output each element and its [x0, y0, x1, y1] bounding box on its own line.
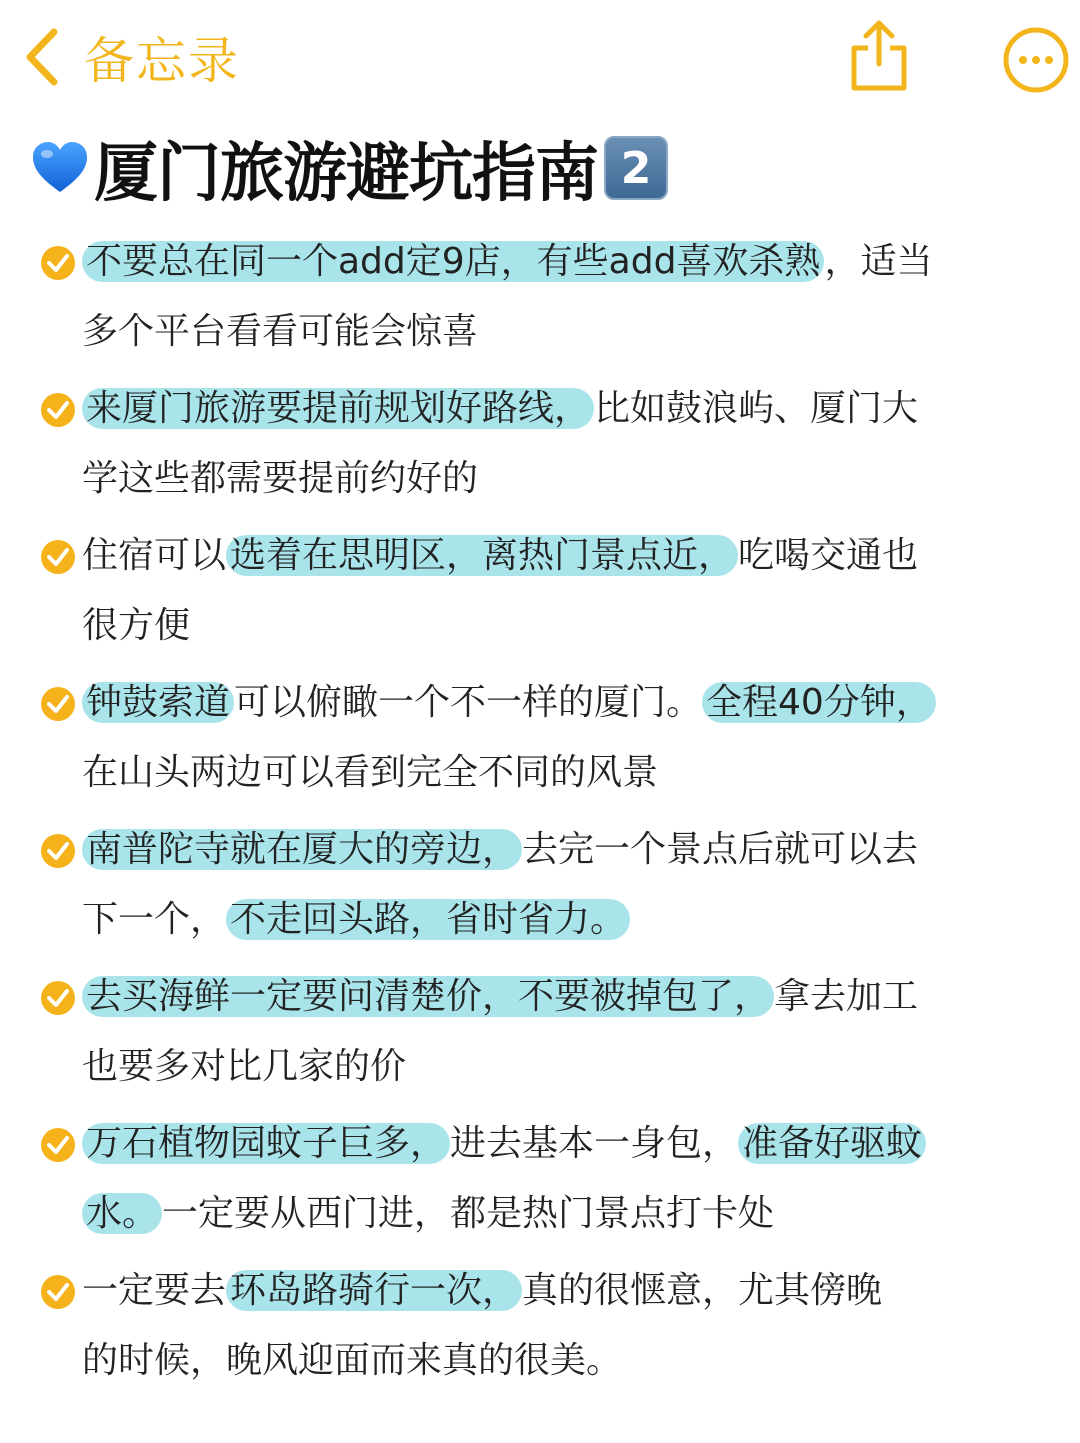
- chevron-left-icon: [22, 26, 64, 88]
- check-circle-icon: [40, 1127, 76, 1163]
- title-text: 厦门旅游避坑指南: [94, 137, 598, 211]
- tip-text: ，适当: [824, 241, 933, 282]
- blue-heart-icon: [30, 138, 90, 198]
- tip-line: [82, 307, 478, 357]
- tip-text: 的时候，晚风迎面而来真的很美。: [82, 1340, 623, 1381]
- check-circle-icon: [40, 833, 76, 869]
- highlighted-text: 不要总在同一个add定9店，有些add喜欢杀熟: [82, 241, 824, 282]
- tip-line: [82, 601, 190, 651]
- check-circle-icon: [40, 980, 76, 1016]
- tip-text: 真的很惬意，尤其傍晚: [522, 1270, 883, 1311]
- tip-line: [82, 895, 630, 945]
- check-circle-icon: [40, 1274, 76, 1310]
- tip-text: 进去基本一身包，: [450, 1123, 739, 1164]
- tip-text: 一定要从西门进，都是热门景点打卡处: [162, 1193, 775, 1234]
- check-circle-icon: [40, 392, 76, 428]
- tip-text: 一定要去: [82, 1270, 227, 1311]
- tip-text: 下一个，: [82, 899, 227, 940]
- tip-line: [82, 1042, 406, 1092]
- nav-bar: [0, 0, 1080, 115]
- tip-line: [82, 1189, 774, 1239]
- highlighted-text: 不走回头路，省时省力。: [226, 899, 630, 940]
- tip-line: [82, 384, 918, 434]
- tip-line: [82, 531, 918, 581]
- tip-text: 也要多对比几家的价: [82, 1046, 407, 1087]
- tip-text: 拿去加工: [774, 976, 919, 1017]
- tip-line: [82, 825, 918, 875]
- tip-text: 比如鼓浪屿、厦门大: [594, 388, 919, 429]
- tip-line: [82, 678, 936, 728]
- highlighted-text: 万石植物园蚊子巨多，: [82, 1123, 450, 1164]
- note-title: [30, 128, 668, 211]
- tip-text: 学这些都需要提前约好的: [82, 458, 479, 499]
- tip-text: 去完一个景点后就可以去: [522, 829, 919, 870]
- tip-text: 很方便: [82, 605, 191, 646]
- back-label: 备忘录: [84, 32, 240, 90]
- tip-text: 可以俯瞰一个不一样的厦门。: [234, 682, 703, 723]
- highlighted-text: 来厦门旅游要提前规划好路线，: [82, 388, 594, 429]
- check-circle-icon: [40, 245, 76, 281]
- highlighted-text: 全程40分钟，: [702, 682, 936, 723]
- highlighted-text: 环岛路骑行一次，: [226, 1270, 522, 1311]
- check-circle-icon: [40, 686, 76, 722]
- highlighted-text: 去买海鲜一定要问清楚价，不要被掉包了，: [82, 976, 774, 1017]
- check-circle-icon: [40, 539, 76, 575]
- tip-line: [82, 454, 478, 504]
- tip-text: 在山头两边可以看到完全不同的风景: [82, 752, 659, 793]
- more-icon[interactable]: [1002, 26, 1070, 94]
- tip-text: 多个平台看看可能会惊喜: [82, 311, 479, 352]
- keycap-number-badge: 2: [604, 136, 668, 200]
- tip-line: [82, 972, 918, 1022]
- tip-line: [82, 1266, 882, 1316]
- highlighted-text: 准备好驱蚊: [738, 1123, 926, 1164]
- highlighted-text: 水。: [82, 1193, 162, 1234]
- share-icon[interactable]: [846, 18, 912, 94]
- tip-line: [82, 1336, 622, 1386]
- tip-line: [82, 1119, 926, 1169]
- back-button[interactable]: [22, 24, 240, 90]
- highlighted-text: 选着在思明区，离热门景点近，: [226, 535, 738, 576]
- tip-text: 住宿可以: [82, 535, 227, 576]
- tip-line: [82, 748, 658, 798]
- tip-line: [82, 237, 932, 287]
- highlighted-text: 南普陀寺就在厦大的旁边，: [82, 829, 522, 870]
- highlighted-text: 钟鼓索道: [82, 682, 234, 723]
- tip-text: 吃喝交通也: [738, 535, 919, 576]
